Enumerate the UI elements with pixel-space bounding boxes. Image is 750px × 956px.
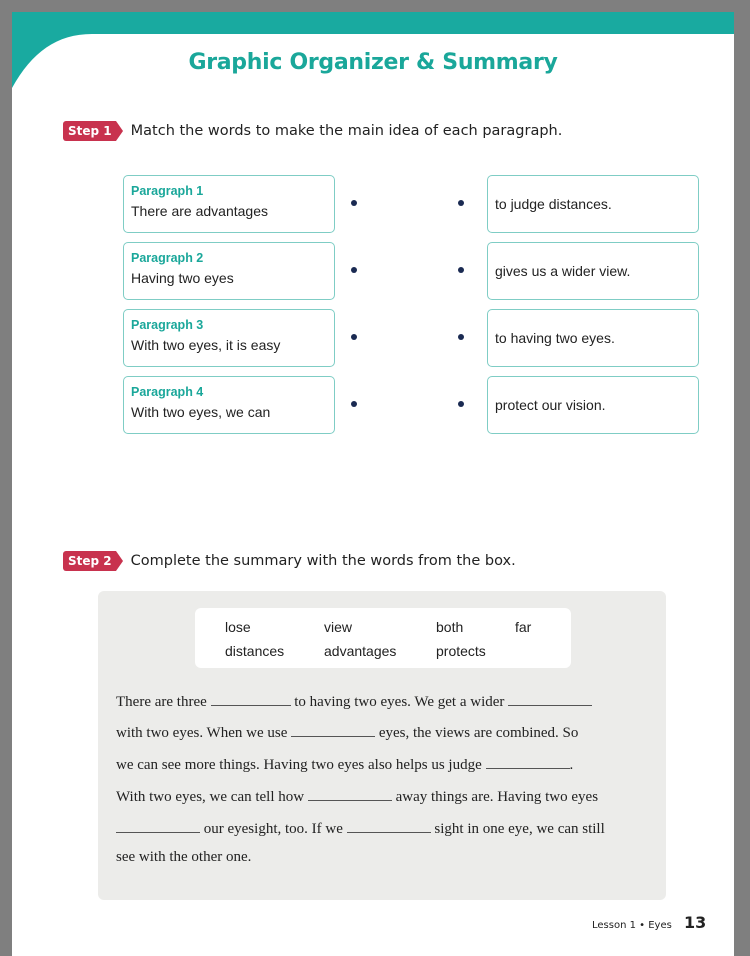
match-dot-right-4[interactable]: [458, 401, 464, 407]
summary-panel: [98, 591, 666, 900]
summary-text: see with the other one.: [116, 849, 252, 865]
ending-3-box: [487, 309, 699, 367]
worksheet-page: [12, 12, 734, 956]
paragraph-1-label: Paragraph 1: [131, 184, 204, 198]
answer-blank[interactable]: [116, 818, 200, 833]
step2-badge: Step 2: [63, 551, 116, 571]
ending-1-text: to judge distances.: [495, 196, 612, 212]
match-dot-right-3[interactable]: [458, 334, 464, 340]
step1-header: [63, 121, 562, 141]
paragraph-4-label: Paragraph 4: [131, 385, 204, 399]
summary-text: with two eyes. When we use: [116, 725, 288, 741]
summary-text: eyes, the views are combined. So: [378, 725, 579, 741]
paragraph-4-text: With two eyes, we can: [131, 404, 271, 420]
answer-blank[interactable]: [486, 754, 570, 769]
answer-blank[interactable]: [508, 691, 592, 706]
paragraph-3-box: [123, 309, 335, 367]
summary-line-2: [116, 722, 578, 742]
answer-blank[interactable]: [211, 691, 291, 706]
step1-arrow-icon: [116, 121, 123, 141]
lesson-footer: Lesson 1 • Eyes: [592, 920, 672, 931]
paragraph-3-label: Paragraph 3: [131, 318, 204, 332]
paragraph-2-label: Paragraph 2: [131, 251, 204, 265]
summary-text: sight in one eye, we can still: [434, 821, 605, 837]
match-dot-left-4[interactable]: [351, 401, 357, 407]
summary-line-4: [116, 786, 598, 806]
word-box-item: protects: [436, 643, 486, 659]
summary-text: .: [569, 757, 574, 773]
answer-blank[interactable]: [308, 786, 392, 801]
step1-instruction: Match the words to make the main idea of each paragraph.: [130, 123, 563, 139]
page-number: 13: [684, 913, 707, 932]
ending-3-text: to having two eyes.: [495, 330, 615, 346]
match-dot-right-1[interactable]: [458, 200, 464, 206]
word-box-item: advantages: [324, 643, 397, 659]
paragraph-3-text: With two eyes, it is easy: [131, 337, 281, 353]
ending-2-box: [487, 242, 699, 300]
ending-1-box: [487, 175, 699, 233]
match-dot-left-2[interactable]: [351, 267, 357, 273]
step2-arrow-icon: [116, 551, 123, 571]
answer-blank[interactable]: [291, 722, 375, 737]
page-title: Graphic Organizer & Summary: [188, 50, 558, 75]
summary-line-3: [116, 754, 573, 774]
paragraph-1-text: There are advantages: [131, 203, 268, 219]
summary-text: we can see more things. Having two eyes also helps us judge: [116, 757, 482, 773]
paragraph-4-box: [123, 376, 335, 434]
summary-text: our eyesight, too. If we: [203, 821, 343, 837]
summary-text: to having two eyes. We get a wider: [294, 694, 505, 710]
paragraph-1-box: [123, 175, 335, 233]
answer-blank[interactable]: [347, 818, 431, 833]
word-box-item: distances: [225, 643, 285, 659]
paragraph-2-box: [123, 242, 335, 300]
word-box-item: both: [436, 619, 464, 635]
summary-line-1: [116, 691, 592, 711]
match-dot-right-2[interactable]: [458, 267, 464, 273]
paragraph-2-text: Having two eyes: [131, 270, 234, 286]
word-box-item: far: [515, 619, 532, 635]
summary-text: With two eyes, we can tell how: [116, 789, 305, 805]
summary-line-6: [116, 849, 251, 866]
step2-header: [63, 551, 516, 571]
match-dot-left-1[interactable]: [351, 200, 357, 206]
match-dot-left-3[interactable]: [351, 334, 357, 340]
summary-text: away things are. Having two eyes: [395, 789, 599, 805]
word-box-item: view: [324, 619, 353, 635]
step1-badge: Step 1: [63, 121, 116, 141]
word-box: [195, 608, 571, 668]
summary-line-5: [116, 818, 605, 838]
ending-4-text: protect our vision.: [495, 397, 606, 413]
word-box-item: lose: [225, 619, 251, 635]
ending-4-box: [487, 376, 699, 434]
ending-2-text: gives us a wider view.: [495, 263, 631, 279]
step2-instruction: Complete the summary with the words from the box.: [130, 553, 516, 569]
summary-text: There are three: [116, 694, 207, 710]
